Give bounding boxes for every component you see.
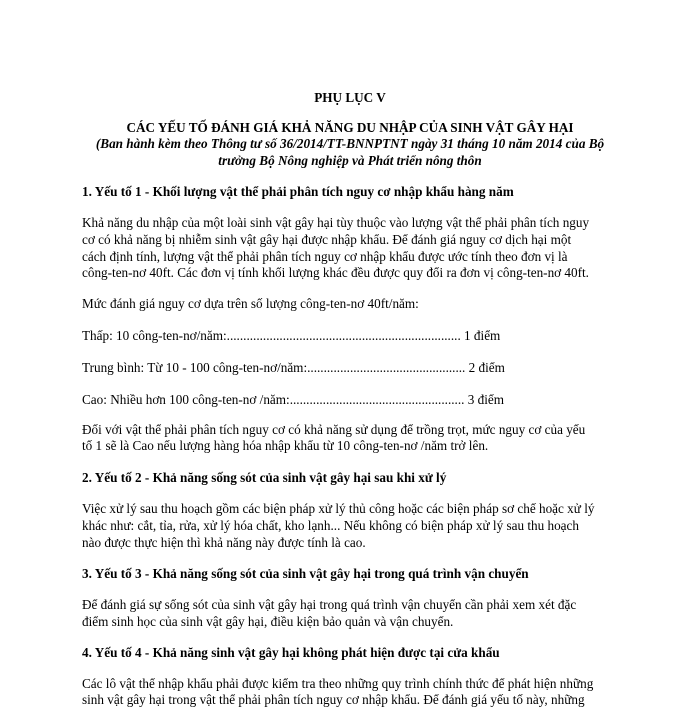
section-heading: 4. Yếu tố 4 - Khả năng sinh vật gây hại không phát hiện được tại cửa khẩu <box>82 645 500 660</box>
appendix-title: PHỤ LỤC V <box>314 90 386 105</box>
paragraph-line: điểm sinh học của sinh vật gây hại, điều kiện bảo quản và vận chuyển. <box>82 614 454 629</box>
note-line: tố 1 sẽ là Cao nếu lượng hàng hóa nhập khẩu từ 10 công-ten-nơ /năm trở lên. <box>82 438 489 453</box>
paragraph-line: Khả năng du nhập của một loài sinh vật gây hại tùy thuộc vào lượng vật thể phải phân tích nguy <box>82 215 590 230</box>
main-title: CÁC YẾU TỐ ĐÁNH GIÁ KHẢ NĂNG DU NHẬP CỦA SINH VẬT GÂY HẠI <box>126 120 574 135</box>
paragraph-line: cách định tính, lượng vật thể phải phân tích nguy cơ nhập khẩu được ước tính theo đơn vị là <box>82 249 568 264</box>
section-heading: 2. Yếu tố 2 - Khả năng sống sót của sinh vật gây hại sau khi xử lý <box>82 470 447 485</box>
paragraph-line: nào được thực hiện thì khả năng này được tính là cao. <box>82 535 366 550</box>
paragraph-line: khác như: cắt, tỉa, rửa, xử lý hóa chất, kho lạnh... Nếu không có biện pháp xử lý sau thu hoạch <box>82 518 579 533</box>
subtitle-line: trưởng Bộ Nông nghiệp và Phát triển nông thôn <box>218 153 482 168</box>
paragraph-line: công-ten-nơ 40ft. Các đơn vị tính khối lượng khác đều được quy đổi ra đơn vị công-ten-nơ 40ft. <box>82 265 589 280</box>
criteria-intro: Mức đánh giá nguy cơ dựa trên số lượng công-ten-nơ 40ft/năm: <box>82 296 419 311</box>
paragraph-line: Việc xử lý sau thu hoạch gồm các biện pháp xử lý thủ công hoặc các biện pháp sơ chế hoặc xử lý <box>82 501 595 516</box>
paragraph-line: Các lô vật thể nhập khẩu phải được kiểm tra theo những quy trình chính thức để phát hiện những <box>82 676 594 691</box>
section-heading: 1. Yếu tố 1 - Khối lượng vật thể phải phân tích nguy cơ nhập khẩu hàng năm <box>82 184 514 199</box>
paragraph-line: cơ có khả năng bị nhiễm sinh vật gây hại được nhập khẩu. Để đánh giá nguy cơ dịch hại một <box>82 232 572 247</box>
subtitle-line: (Ban hành kèm theo Thông tư số 36/2014/TT-BNNPTNT ngày 31 tháng 10 năm 2014 của Bộ <box>95 136 605 151</box>
section-heading: 3. Yếu tố 3 - Khả năng sống sót của sinh vật gây hại trong quá trình vận chuyển <box>82 566 529 581</box>
level-low: Thấp: 10 công-ten-nơ/năm:....................................................................... 1 điểm <box>82 328 501 343</box>
paragraph-line: sinh vật gây hại trong vật thể phải phân tích nguy cơ nhập khẩu. Để đánh giá yếu tố này, những <box>82 692 585 707</box>
note-line: Đối với vật thể phải phân tích nguy cơ có khả năng sử dụng để trồng trọt, mức nguy cơ của yếu <box>82 422 586 437</box>
level-medium: Trung bình: Từ 10 - 100 công-ten-nơ/năm:................................................ 2 điểm <box>82 360 505 375</box>
paragraph-line: Để đánh giá sự sống sót của sinh vật gây hại trong quá trình vận chuyển cần phải xem xét đặc <box>82 597 577 612</box>
level-high: Cao: Nhiều hơn 100 công-ten-nơ /năm:..................................................... 3 điểm <box>82 392 504 407</box>
